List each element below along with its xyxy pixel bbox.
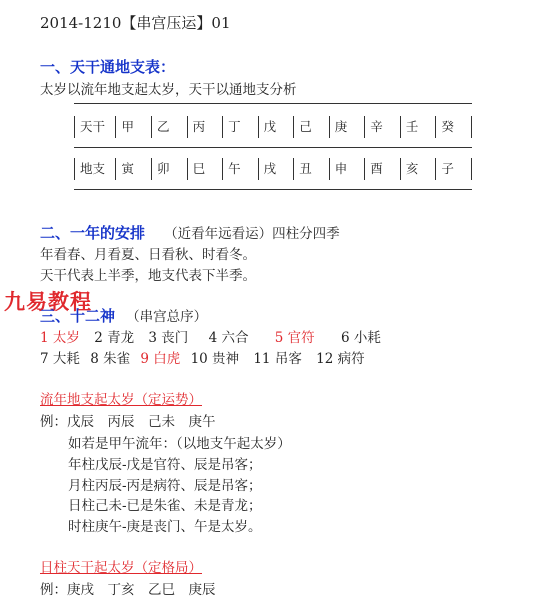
table-cell: 午 <box>222 158 258 180</box>
section2-line: 年看春、月看夏、日看秋、时看冬。 <box>40 247 256 263</box>
spirit-item: 12 病符 <box>316 351 365 367</box>
section4-line: 年柱戊辰-戊是官符、辰是吊客； <box>68 457 262 473</box>
spirit-item: 10 贵神 <box>190 351 240 367</box>
table-cell: 寅 <box>115 158 151 180</box>
table-cell: 丙 <box>187 116 223 138</box>
table-cell: 申 <box>329 158 365 180</box>
table-cell: 丑 <box>293 158 329 180</box>
table-cell: 卯 <box>151 158 187 180</box>
spirit-item: 3 丧门 <box>148 330 189 346</box>
spirit-item: 7 大耗 <box>40 351 80 367</box>
spirit-item: 8 朱雀 <box>90 351 131 367</box>
table-cell: 戌 <box>258 158 294 180</box>
table-cell: 甲 <box>115 116 151 138</box>
spirits-row-2 <box>40 347 375 367</box>
section4-line: 如若是甲午流年：（以地支午起太岁） <box>68 436 291 452</box>
section2-header <box>40 222 340 243</box>
table-cell: 辛 <box>364 116 400 138</box>
table-row-branches <box>74 158 472 180</box>
section2-line: 天干代表上半季，地支代表下半季。 <box>40 268 256 284</box>
section3-header <box>40 305 207 326</box>
spirit-item: 1 太岁 <box>40 330 80 346</box>
table-cell: 酉 <box>364 158 400 180</box>
table-cell: 地支 <box>74 158 115 180</box>
section4-example: 例：戊辰 丙辰 己未 庚午 <box>40 414 216 430</box>
section1-heading: 一、天干通地支表： <box>40 58 176 76</box>
spirit-item: 5 官符 <box>274 330 315 346</box>
section4-line: 时柱庚午-庚是丧门、午是太岁。 <box>68 519 262 535</box>
spirit-item: 2 青龙 <box>94 330 135 346</box>
table-cell: 癸 <box>435 116 472 138</box>
table-border-middle <box>74 147 472 148</box>
table-cell: 壬 <box>400 116 436 138</box>
section3-heading: 三、十二神 <box>40 307 116 325</box>
table-cell: 庚 <box>329 116 365 138</box>
spirit-item: 9 白虎 <box>140 351 181 367</box>
table-row-stems <box>74 116 472 138</box>
spirit-item: 6 小耗 <box>340 330 381 346</box>
spirit-item: 4 六合 <box>208 330 249 346</box>
section1-description: 太岁以流年地支起太岁，天干以通地支分析 <box>40 82 297 98</box>
spirit-item: 11 吊客 <box>253 351 302 367</box>
section2-note: （近看年远看运）四柱分四季 <box>164 226 340 242</box>
table-border-bottom <box>74 189 472 190</box>
stem-branch-table <box>74 103 472 191</box>
table-cell: 乙 <box>151 116 187 138</box>
section4-line: 月柱丙辰-丙是病符、辰是吊客； <box>68 478 262 494</box>
table-cell: 己 <box>293 116 329 138</box>
document-title: 2014-1210【串宫压运】01 <box>40 14 231 32</box>
table-border-top <box>74 103 472 104</box>
table-cell: 戊 <box>258 116 294 138</box>
section2-heading: 二、一年的安排 <box>40 224 146 242</box>
watermark-text: 九易教程 <box>4 290 92 314</box>
table-cell: 丁 <box>222 116 258 138</box>
section4-line: 日柱己未-已是朱雀、未是青龙； <box>68 498 262 514</box>
section5-heading: 日柱天干起太岁（定格局） <box>40 560 202 576</box>
spirits-row-1 <box>40 326 391 346</box>
section4-heading: 流年地支起太岁（定运势） <box>40 392 202 408</box>
table-cell: 子 <box>435 158 472 180</box>
section5-example: 例：庚戌 丁亥 乙巳 庚辰 <box>40 582 216 598</box>
table-cell: 巳 <box>187 158 223 180</box>
table-cell: 亥 <box>400 158 436 180</box>
section3-note: （串宫总序） <box>126 309 208 325</box>
table-cell: 天干 <box>74 116 115 138</box>
